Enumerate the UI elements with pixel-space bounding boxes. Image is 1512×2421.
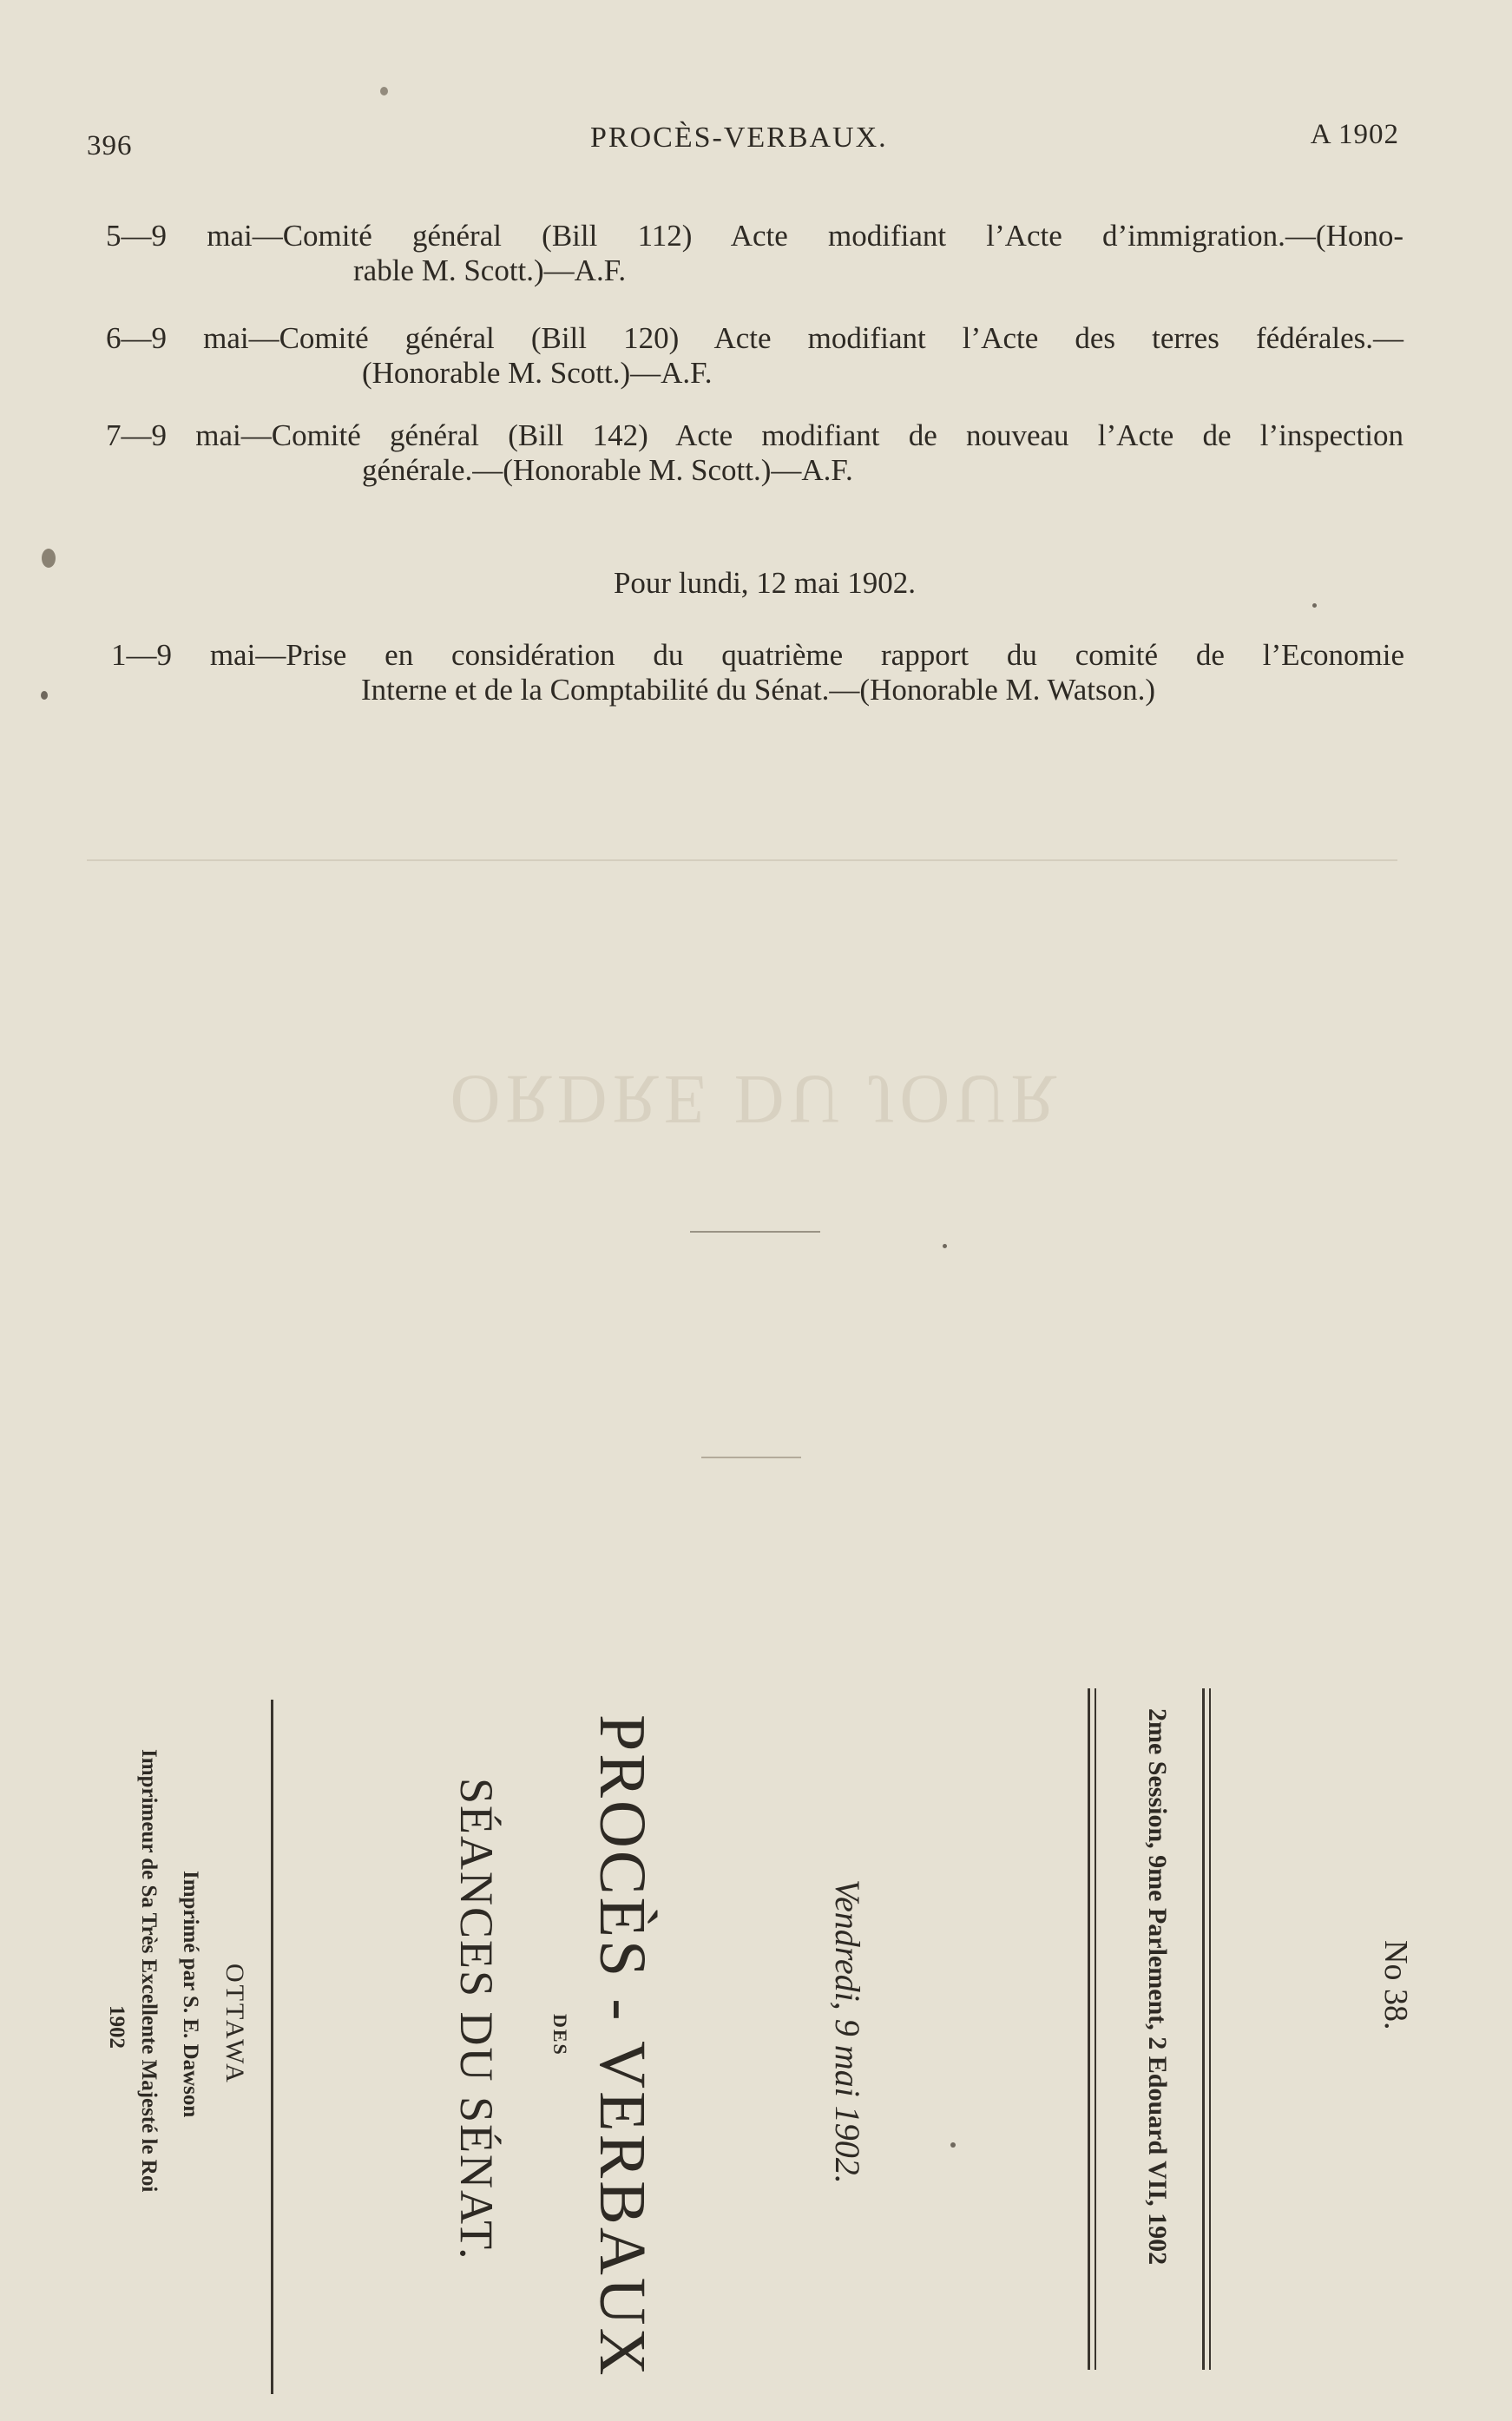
cover-rule (1209, 1688, 1211, 2370)
paper-speck (41, 691, 48, 700)
volume-label: A 1902 (1310, 119, 1399, 150)
order-item (111, 638, 1404, 707)
short-divider (690, 1231, 820, 1233)
cover-subtitle: SÉANCES DU SÉNAT. (450, 1778, 503, 2261)
imprint-city: OTTAWA (220, 1964, 249, 2085)
short-divider (701, 1457, 801, 1458)
order-item (106, 418, 1404, 488)
order-item-line: 5—9 mai—Comité général (Bill 112) Acte modifiant l’Acte d’immigration.—(Hono- (106, 219, 1404, 253)
paper-speck (950, 2142, 956, 2148)
cover-rule (1088, 1688, 1090, 2370)
imprint-printer: Imprimé par S. E. Dawson (179, 1871, 202, 2118)
running-title: PROCÈS-VERBAUX. (590, 122, 888, 154)
order-item-continuation: rable M. Scott.)—A.F. (353, 253, 627, 287)
paper-speck (1312, 603, 1317, 608)
paper-speck (42, 549, 56, 568)
cover-rule (1095, 1688, 1096, 2370)
sitting-date: Vendredi, 9 mai 1902. (828, 1879, 867, 2184)
bleed-through-rule (87, 859, 1397, 861)
paper-speck (380, 87, 388, 95)
order-item (106, 219, 1404, 288)
section-subheading: Pour lundi, 12 mai 1902. (613, 566, 917, 600)
paper-speck (943, 1244, 947, 1248)
imprint-year: 1902 (105, 2005, 128, 2049)
page-header (87, 115, 1399, 167)
cover-des: DES (549, 2014, 571, 2056)
imprint-printer-title: Imprimeur de Sa Très Excellente Majesté le Roi (137, 1749, 161, 2193)
order-item-line: 6—9 mai—Comité général (Bill 120) Acte modifiant l’Acte des terres fédérales.— (106, 321, 1404, 355)
session-line: 2me Session, 9me Parlement, 2 Edouard VII, 1902 (1143, 1708, 1172, 2266)
cover-rule (271, 1700, 273, 2394)
bleed-through-heading: ORDRE DU JOUR (450, 1061, 1062, 1137)
order-item-line: 7—9 mai—Comité général (Bill 142) Acte modifiant de nouveau l’Acte de l’inspection (106, 418, 1404, 452)
order-item (106, 321, 1404, 391)
cover-title: PROCÈS - VERBAUX (586, 1714, 659, 2378)
cover-rule (1202, 1688, 1205, 2370)
order-item-line: 1—9 mai—Prise en considération du quatrième rapport du comité de l’Economie (111, 638, 1404, 672)
order-item-continuation: Interne et de la Comptabilité du Sénat.—(Honorable M. Watson.) (361, 673, 1156, 707)
order-item-continuation: (Honorable M. Scott.)—A.F. (362, 356, 713, 390)
order-item-continuation: générale.—(Honorable M. Scott.)—A.F. (362, 453, 853, 487)
page-number: 396 (87, 130, 133, 161)
issue-number: No 38. (1377, 1940, 1414, 2030)
